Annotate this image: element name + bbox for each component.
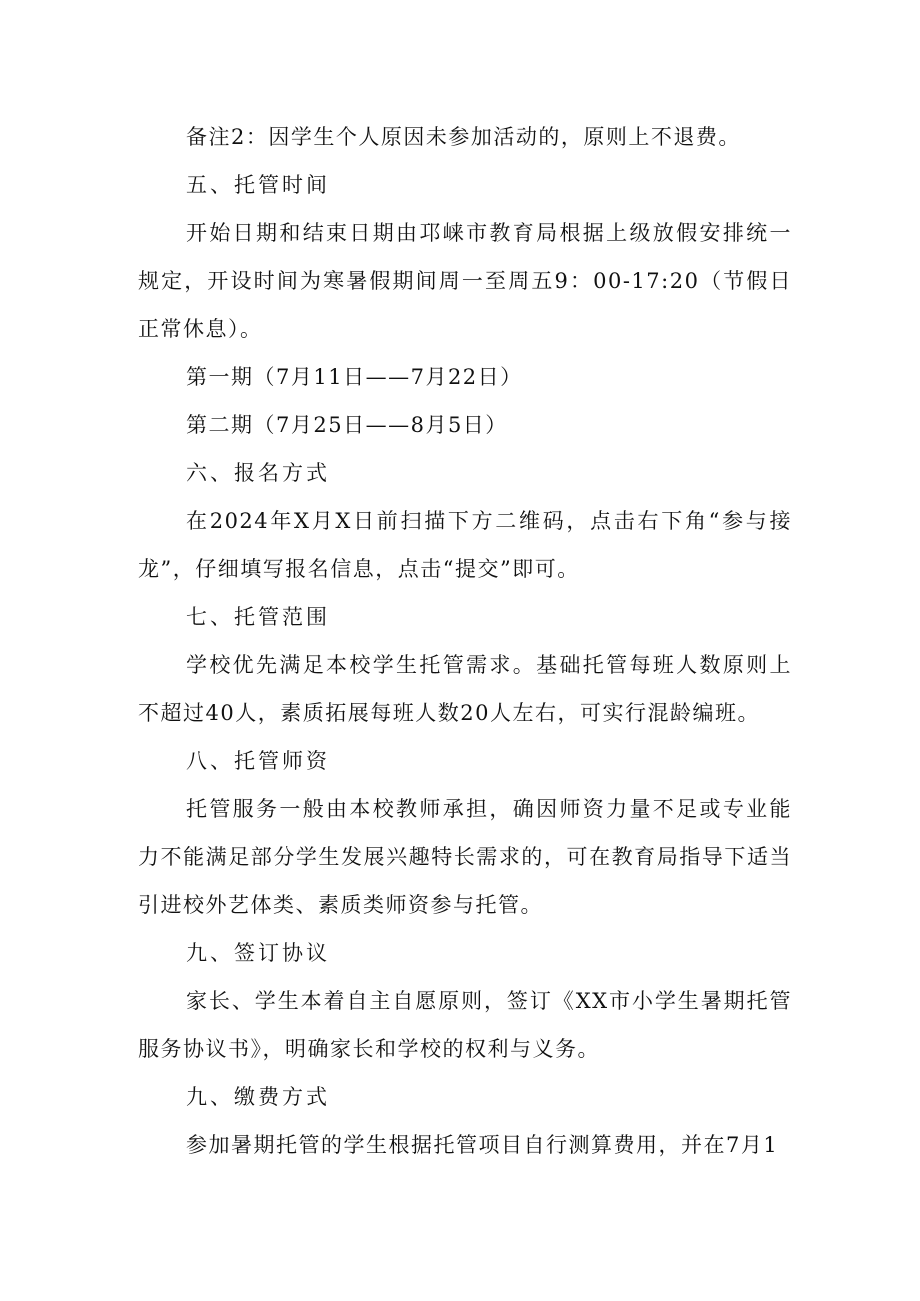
schedule-paragraph: 开始日期和结束日期由邛崃市教育局根据上级放假安排统一规定，开设时间为寒暑假期间周一至周五9：00-17:20（节假日正常休息）。	[138, 221, 792, 341]
document-body	[138, 113, 792, 1169]
period-one-line: 第一期（7月11日——7月22日）	[186, 365, 523, 389]
section-heading-payment: 九、缴费方式	[186, 1085, 330, 1109]
section-heading-schedule: 五、托管时间	[186, 173, 330, 197]
section-heading-agreement: 九、签订协议	[186, 941, 330, 965]
registration-paragraph: 在2024年X月X日前扫描下方二维码，点击右下角“参与接龙”，仔细填写报名信息，点击“提交”即可。	[138, 509, 792, 581]
agreement-paragraph: 家长、学生本着自主自愿原则，签订《XX市小学生暑期托管服务协议书》，明确家长和学校的权利与义务。	[138, 989, 792, 1061]
section-heading-scope: 七、托管范围	[186, 605, 330, 629]
scope-paragraph: 学校优先满足本校学生托管需求。基础托管每班人数原则上不超过40人，素质拓展每班人数20人左右，可实行混龄编班。	[138, 653, 792, 725]
note-2-paragraph: 备注2：因学生个人原因未参加活动的，原则上不退费。	[186, 125, 741, 149]
payment-paragraph: 参加暑期托管的学生根据托管项目自行测算费用，并在7月1	[186, 1133, 779, 1157]
teachers-paragraph: 托管服务一般由本校教师承担，确因师资力量不足或专业能力不能满足部分学生发展兴趣特长需求的，可在教育局指导下适当引进校外艺体类、素质类师资参与托管。	[138, 797, 792, 917]
section-heading-teachers: 八、托管师资	[186, 749, 330, 773]
period-two-line: 第二期（7月25日——8月5日）	[186, 413, 508, 437]
section-heading-registration: 六、报名方式	[186, 461, 330, 485]
